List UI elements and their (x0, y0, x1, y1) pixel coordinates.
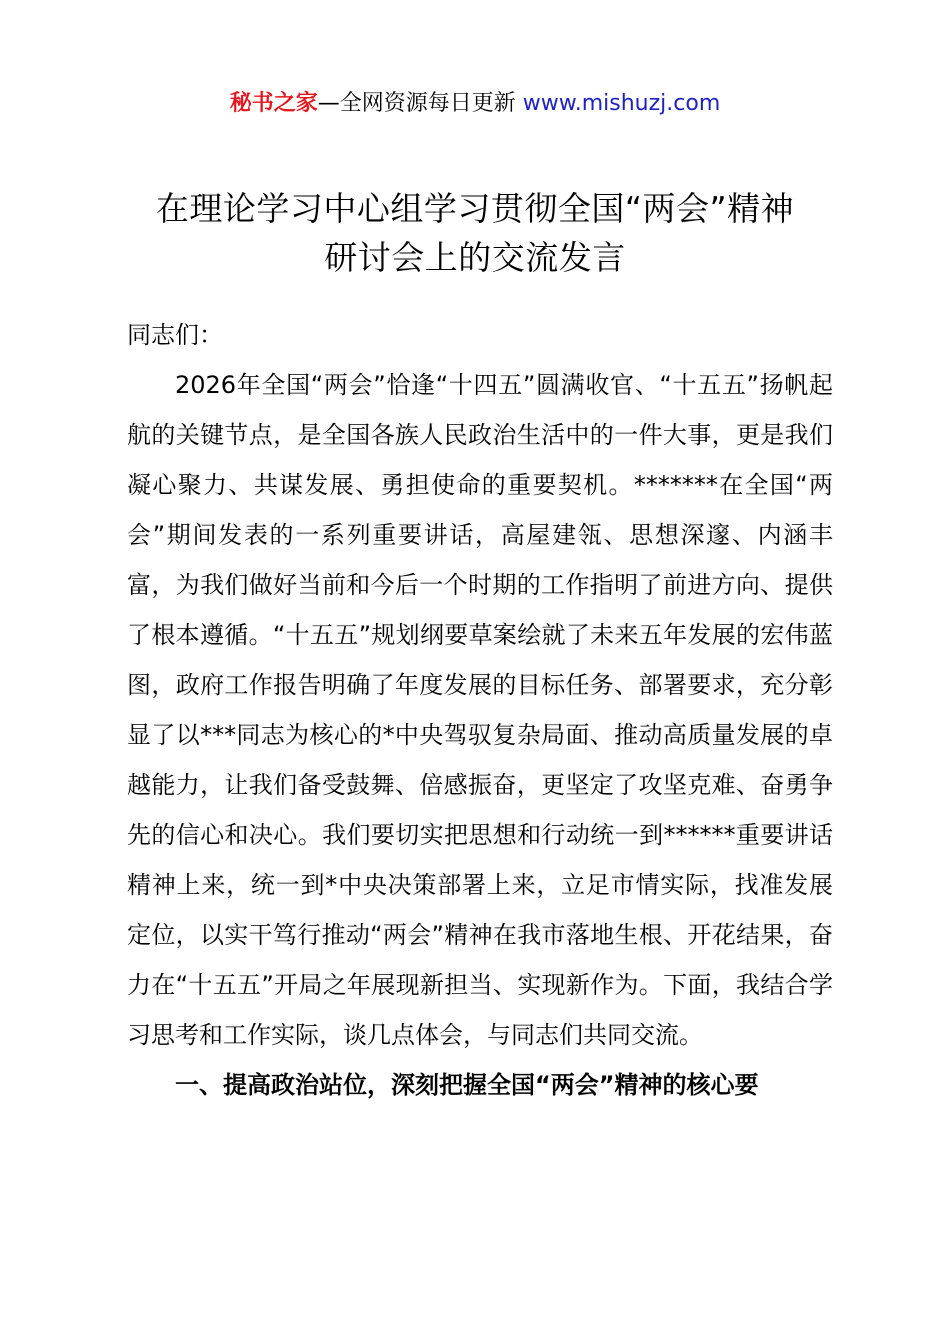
header-site-link[interactable]: www.mishuzj.com (522, 91, 721, 116)
page-header (0, 88, 950, 120)
document-title (118, 184, 832, 282)
title-line-2: 研讨会上的交流发言 (324, 238, 626, 277)
document-body (127, 310, 833, 1110)
header-brand: 秘书之家 (229, 91, 318, 116)
body-paragraph: 2026年全国“两会”恰逢“十四五”圆满收官、“十五五”扬帆起航的关键节点，是全国各族人民政治生活中的一件大事，更是我们凝心聚力、共谋发展、勇担使命的重要契机。*******在全国“两会”期间发表的一系列重要讲话，高屋建瓴、思想深邃、内涵丰富，为我们做好当前和今后一个时期的工作指明了前进方向、提供了根本遵循。“十五五”规划纲要草案绘就了未来五年发展的宏伟蓝图，政府工作报告明确了年度发展的目标任务、部署要求，充分彰显了以***同志为核心的*中央驾驭复杂局面、推动高质量发展的卓越能力，让我们备受鼓舞、倍感振奋，更坚定了攻坚克难、奋勇争先的信心和决心。我们要切实把思想和行动统一到******重要讲话精神上来，统一到*中央决策部署上来，立足市情实际，找准发展定位，以实干笃行推动“两会”精神在我市落地生根、开花结果，奋力在“十五五”开局之年展现新担当、实现新作为。下面，我结合学习思考和工作实际，谈几点体会，与同志们共同交流。 (127, 371, 833, 1049)
section-heading: 一、提高政治站位，深刻把握全国“两会”精神的核心要 (175, 1071, 759, 1099)
salutation: 同志们： (127, 321, 223, 349)
header-tagline: —全网资源每日更新 (317, 91, 523, 116)
title-line-1: 在理论学习中心组学习贯彻全国“两会”精神 (155, 189, 795, 228)
